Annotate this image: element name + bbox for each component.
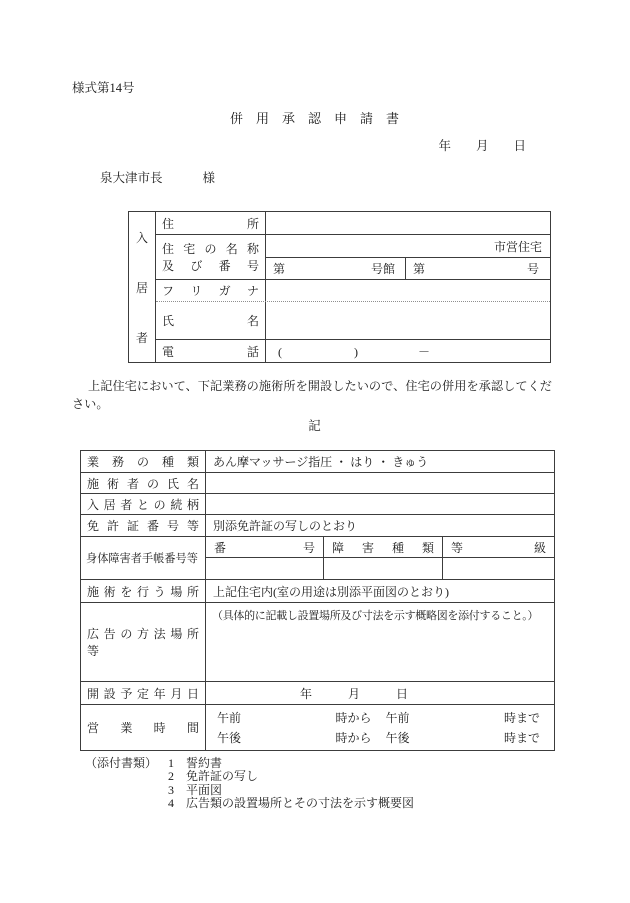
housing-name-number-label xyxy=(156,235,266,279)
furigana-row xyxy=(156,280,550,302)
housing-name-value-field xyxy=(266,235,550,258)
license-number-row xyxy=(81,515,554,537)
hours1-from-period: 午前 xyxy=(217,710,242,725)
addressee-line xyxy=(72,172,557,185)
phone-value-field: ( ) － xyxy=(278,344,430,359)
treatment-place-value: 上記住宅内(室の用途は別添平面図のとおり) xyxy=(213,584,449,599)
advertising-note: （具体的に記載し設置場所及び寸法を示す概略図を添付すること。） xyxy=(212,610,539,622)
resident-side-heading xyxy=(129,212,156,362)
document-title: 併 用 承 認 申 請 書 xyxy=(229,111,399,126)
practitioner-name-field xyxy=(206,473,554,493)
housing-name-number-row xyxy=(156,235,550,280)
name-label: 氏 名 xyxy=(156,302,266,339)
license-number-value: 別添免許証の写しのとおり xyxy=(213,519,358,533)
furigana-value-field xyxy=(266,280,550,301)
business-detail-table xyxy=(80,450,555,751)
disability-value-subrow xyxy=(206,558,554,579)
hours1-to-unit: 時まで xyxy=(503,710,540,725)
attachment-number: 2 xyxy=(168,769,175,784)
opening-date-label: 開 設 予 定 年 月 日 xyxy=(81,682,206,704)
side-heading-char-3: 者 xyxy=(135,330,148,345)
side-heading-char-2: 居 xyxy=(135,280,148,295)
attachment-item xyxy=(168,757,414,770)
name-value-field xyxy=(266,302,550,339)
building-number-suffix: 号館 xyxy=(370,262,395,276)
phone-label: 電 話 xyxy=(156,340,266,362)
business-type-value: あん摩マッサージ指圧 ・ はり ・ きゅう xyxy=(213,455,429,469)
attachment-text: 平面図 xyxy=(186,782,223,797)
unit-number-suffix: 号 xyxy=(526,262,539,276)
disability-certificate-row xyxy=(81,537,554,580)
housing-label-line2: 及 び 番 号 xyxy=(162,259,259,273)
practitioner-name-row xyxy=(81,473,554,494)
attachment-number: 3 xyxy=(168,782,175,797)
relationship-label: 入 居 者 と の 続 柄 xyxy=(81,494,206,514)
business-hours-label: 営 業 時 間 xyxy=(81,705,206,750)
attachment-item xyxy=(168,797,414,810)
business-type-label: 業 務 の 種 類 xyxy=(81,451,206,472)
address-label: 住 所 xyxy=(156,212,266,234)
disability-type-field xyxy=(324,558,443,579)
resident-info-table xyxy=(128,211,551,363)
practitioner-name-label: 施 術 者 の 氏 名 xyxy=(81,473,206,493)
application-date-line: 年 月 日 xyxy=(438,139,526,153)
attachment-text: 誓約書 xyxy=(186,756,223,770)
certificate-number-header: 番 号 xyxy=(206,537,324,557)
disability-certificate-label: 身体障害者手帳番号等 xyxy=(81,537,206,579)
disability-grade-field xyxy=(443,558,554,579)
treatment-place-label: 施 術 を 行 う 場 所 xyxy=(81,580,206,602)
attachments-section xyxy=(72,757,557,811)
relationship-row xyxy=(81,494,554,515)
address-row xyxy=(156,212,550,235)
hours1-to-period: 午前 xyxy=(385,710,410,725)
hours2-from-unit: 時から xyxy=(335,731,372,746)
attachment-item xyxy=(168,770,414,783)
attachment-number: 4 xyxy=(168,796,175,811)
hours2-to-period: 午後 xyxy=(385,731,410,746)
side-heading-char-1: 入 xyxy=(135,230,148,245)
opening-date-row xyxy=(81,682,554,705)
business-hours-morning-line xyxy=(217,709,540,726)
addressee-name: 泉大津市長 xyxy=(100,171,163,185)
request-paragraph: 上記住宅において、下記業務の施術所を開設したいので、住宅の併用を承認してください。 xyxy=(72,379,552,411)
attachment-text: 免許証の写し xyxy=(186,769,259,784)
advertising-label: 広 告 の 方 法 場 所 等 xyxy=(81,603,206,681)
hours2-from-period: 午後 xyxy=(217,731,242,746)
unit-number-field xyxy=(406,258,550,279)
certificate-number-field xyxy=(206,558,324,579)
attachments-list xyxy=(168,757,414,811)
disability-grade-header: 等 級 xyxy=(451,540,546,555)
business-hours-afternoon-line xyxy=(217,729,540,746)
furigana-label: フ リ ガ ナ xyxy=(156,280,266,301)
disability-type-header: 障 害 種 類 xyxy=(324,537,443,557)
advertising-field xyxy=(206,623,554,681)
attachment-text: 広告類の設置場所とその寸法を示す概要図 xyxy=(186,796,415,811)
building-number-prefix: 第 xyxy=(273,262,286,276)
relationship-field xyxy=(206,494,554,514)
phone-row xyxy=(156,340,550,362)
license-number-label: 免 許 証 番 号 等 xyxy=(81,515,206,536)
addressee-honorific: 様 xyxy=(202,171,216,185)
building-number-field xyxy=(266,258,406,279)
attachment-number: 1 xyxy=(168,756,175,770)
advertising-row xyxy=(81,603,554,682)
address-value-field xyxy=(266,212,550,234)
disability-header-subrow xyxy=(206,537,554,558)
unit-number-prefix: 第 xyxy=(413,262,426,276)
attachments-label: （添付書類） xyxy=(85,756,158,770)
form-number: 様式第14号 xyxy=(72,81,135,95)
record-heading: 記 xyxy=(308,419,321,433)
business-hours-row xyxy=(81,705,554,750)
municipal-housing-text: 市営住宅 xyxy=(493,239,542,254)
hours1-from-unit: 時から xyxy=(335,710,372,725)
treatment-place-row xyxy=(81,580,554,603)
housing-label-line1: 住 宅 の 名 称 xyxy=(162,242,259,256)
opening-date-field: 年 月 日 xyxy=(300,686,409,701)
hours2-to-unit: 時まで xyxy=(503,731,540,746)
name-row xyxy=(156,302,550,340)
business-type-row xyxy=(81,451,554,473)
